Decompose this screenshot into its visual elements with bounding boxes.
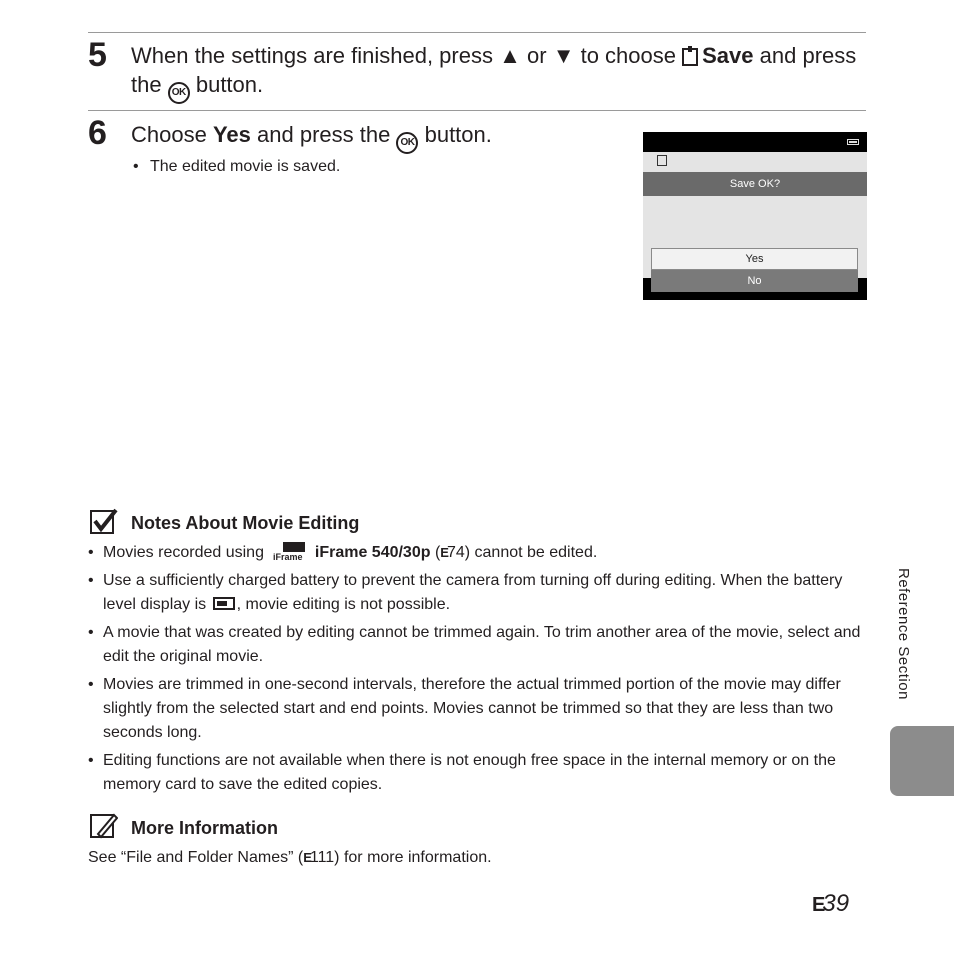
option-no[interactable]: No: [651, 270, 858, 292]
list-item: • Editing functions are not available when there is not enough free space in the internal memory or on the memory card to save the edited copies.: [88, 749, 868, 797]
iframe-icon: [271, 541, 307, 561]
reference-section-icon: E: [812, 894, 823, 916]
save-ok-message: Save OK?: [643, 172, 867, 196]
section-tab: [890, 726, 954, 796]
notes-list: [88, 541, 868, 801]
notes-title: Notes About Movie Editing: [131, 513, 360, 533]
iframe-badge-text: iFrame: [273, 552, 303, 561]
list-item: • A movie that was created by editing cannot be trimmed again. To trim another area of the movie, select and edit the original movie.: [88, 621, 868, 669]
battery-icon: [847, 139, 859, 145]
battery-low-icon: [213, 597, 235, 610]
reference-section-icon: E: [440, 545, 447, 560]
down-arrow-icon: ▼: [552, 43, 575, 68]
ok-button-icon: OK: [396, 132, 418, 154]
more-info-text: See “File and Folder Names” (E111) for more information.: [88, 846, 492, 870]
list-item: • Movies recorded using iFrame iFrame 540/30p (E74) cannot be edited.: [88, 541, 868, 565]
reference-section-icon: E: [303, 850, 310, 865]
more-info-title: More Information: [131, 818, 278, 838]
save-label: Save: [702, 43, 754, 68]
list-item: • Use a sufficiently charged battery to prevent the camera from turning off during editing. When the battery level display is , movie editing is not possible.: [88, 569, 868, 617]
divider-step6: [88, 110, 866, 111]
yes-label: Yes: [212, 122, 251, 147]
step-6-text: Choose Yes and press the OK button.: [131, 120, 611, 154]
option-yes[interactable]: Yes: [651, 248, 858, 270]
camera-topbar: [643, 132, 867, 152]
iframe-mode-label: iFrame 540/30p: [314, 544, 431, 561]
step-5-number: 5: [88, 36, 107, 74]
step-5-text: When the settings are finished, press ▲ or ▼ to choose Save and press the OK button.: [131, 41, 861, 104]
save-icon: [682, 48, 698, 66]
section-side-label: Reference Section: [895, 568, 912, 700]
pencil-icon: [90, 812, 118, 840]
camera-dialog: [643, 152, 867, 278]
up-arrow-icon: ▲: [499, 43, 521, 68]
list-item: • Movies are trimmed in one-second intervals, therefore the actual trimmed portion of the movie may differ slightly from the selected start and end points. Movies cannot be trimmed so that they are less than two seconds long.: [88, 673, 868, 745]
edit-movie-icon: [657, 155, 667, 166]
ok-button-icon: OK: [168, 82, 190, 104]
checkmark-icon: [90, 508, 118, 534]
camera-screen: [643, 132, 867, 300]
page-number: E39: [812, 890, 850, 917]
divider-top: [88, 32, 866, 33]
step-6-bullet: • The edited movie is saved.: [133, 156, 340, 178]
step-6-number: 6: [88, 114, 107, 152]
